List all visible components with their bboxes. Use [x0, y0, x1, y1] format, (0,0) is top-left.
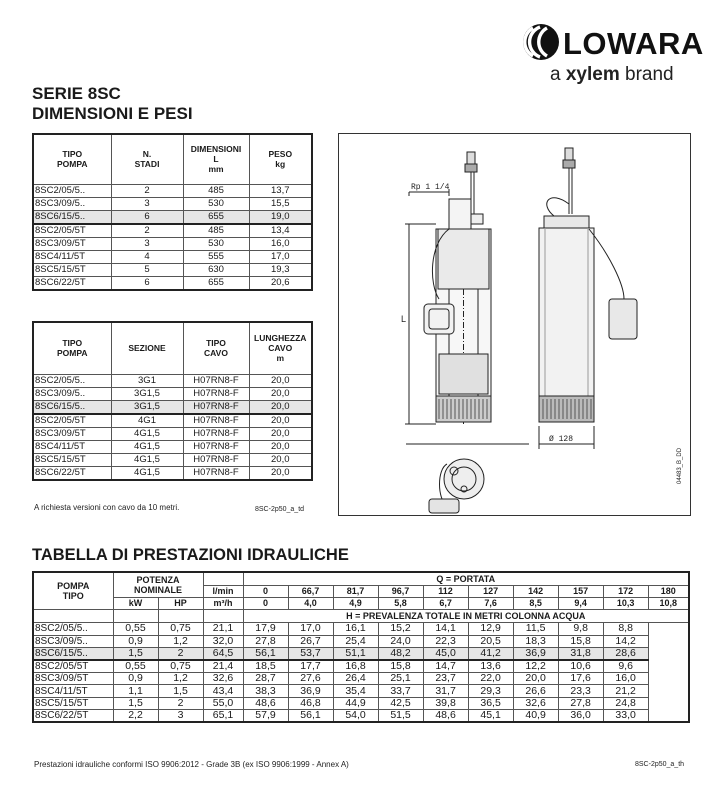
- table-cell: 17,0: [288, 623, 333, 635]
- table-cell: 8SC2/05/5T: [33, 660, 113, 673]
- table-cell: 555: [183, 250, 249, 263]
- pump-technical-drawing: [339, 134, 692, 517]
- cable-row: [33, 400, 312, 414]
- header-blank: [203, 610, 243, 623]
- table-cell: 27,8: [243, 635, 288, 647]
- table-cell: H07RN8-F: [183, 374, 249, 387]
- table-cell: 15,8: [558, 635, 603, 647]
- logo-wordmark: LOWARA: [563, 26, 704, 61]
- table-cell: 8SC3/09/5T: [33, 427, 111, 440]
- table-cell: 46,8: [288, 697, 333, 709]
- header-blank: [158, 610, 203, 623]
- dimensions-row: [33, 184, 312, 197]
- table-cell: 4: [111, 250, 183, 263]
- col-header-tipo-cavo: TIPO CAVO: [183, 322, 249, 374]
- table-cell: 42,5: [378, 697, 423, 709]
- cable-row: [33, 374, 312, 387]
- cable-row: [33, 453, 312, 466]
- table-cell: 3G1,5: [111, 387, 183, 400]
- cable-table-ref: 8SC-2p50_a_td: [255, 506, 305, 513]
- table-cell: 40,9: [513, 710, 558, 723]
- table-cell: 36,9: [513, 648, 558, 661]
- cable-table: [32, 321, 313, 481]
- dimensions-row: [33, 237, 312, 250]
- l-dimension-label: L: [401, 314, 407, 324]
- q-m3h-value: 4,9: [333, 597, 378, 609]
- table-cell: 12,2: [513, 660, 558, 673]
- q-m3h-value: 0: [243, 597, 288, 609]
- table-cell: 32,6: [203, 673, 243, 685]
- table-cell: 28,6: [603, 648, 648, 661]
- table-cell: 1,5: [158, 685, 203, 697]
- table-cell: 13,7: [249, 184, 312, 197]
- table-cell: 51,1: [333, 648, 378, 661]
- q-m3h-value: 10,8: [648, 597, 689, 609]
- table-cell: 0,9: [113, 635, 158, 647]
- table-cell: 530: [183, 197, 249, 210]
- dimensions-row: [33, 210, 312, 224]
- table-cell: 8SC3/09/5T: [33, 237, 111, 250]
- table-cell: H07RN8-F: [183, 453, 249, 466]
- table-cell: 20,0: [249, 466, 312, 480]
- pump-drawing: [338, 133, 691, 516]
- q-m3h-value: 10,3: [603, 597, 648, 609]
- table-cell: 20,0: [249, 400, 312, 414]
- rp-label: Rp 1 1/4: [411, 183, 450, 192]
- table-cell: 8SC3/09/5..: [33, 635, 113, 647]
- q-lmin-value: 66,7: [288, 585, 333, 597]
- table-cell: 28,7: [243, 673, 288, 685]
- table-cell: 17,7: [288, 660, 333, 673]
- table-cell: 36,0: [558, 710, 603, 723]
- table-cell: 8SC5/15/5T: [33, 263, 111, 276]
- table-cell: 8SC6/22/5T: [33, 466, 111, 480]
- table-cell: 43,4: [203, 685, 243, 697]
- table-cell: 16,0: [603, 673, 648, 685]
- dimensions-row: [33, 197, 312, 210]
- table-cell: 26,6: [513, 685, 558, 697]
- col-header-pompa: POMPA TIPO: [33, 572, 113, 610]
- dimensions-row: [33, 224, 312, 238]
- table-cell: 1,2: [158, 635, 203, 647]
- table-cell: 26,7: [288, 635, 333, 647]
- table-cell: 17,9: [243, 623, 288, 635]
- performance-row: [33, 660, 689, 673]
- table-cell: 25,1: [378, 673, 423, 685]
- performance-row: [33, 673, 689, 685]
- perf-note: Prestazioni idrauliche conformi ISO 9906:2012 - Grade 3B (ex ISO 9906:1999 - Annex A): [34, 760, 349, 769]
- table-cell: 6: [111, 276, 183, 290]
- table-cell: H07RN8-F: [183, 400, 249, 414]
- xylem-mark-icon: [521, 22, 561, 62]
- table-cell: 3: [111, 237, 183, 250]
- dimensions-row: [33, 276, 312, 290]
- table-cell: 48,2: [378, 648, 423, 661]
- q-lmin-value: 81,7: [333, 585, 378, 597]
- table-cell: 8SC2/05/5T: [33, 414, 111, 428]
- performance-row: [33, 697, 689, 709]
- table-cell: 17,6: [558, 673, 603, 685]
- table-cell: 45,0: [423, 648, 468, 661]
- table-cell: 15,5: [249, 197, 312, 210]
- table-cell: 41,2: [468, 648, 513, 661]
- perf-table-ref: 8SC-2p50_a_th: [635, 761, 685, 768]
- table-cell: 54,0: [333, 710, 378, 723]
- col-header-potenza: POTENZA NOMINALE: [113, 572, 203, 597]
- table-cell: 31,7: [423, 685, 468, 697]
- table-cell: 9,6: [603, 660, 648, 673]
- table-cell: 22,3: [423, 635, 468, 647]
- cable-row: [33, 440, 312, 453]
- q-lmin-value: 0: [243, 585, 288, 597]
- brand-tagline: a xylem brand: [550, 64, 674, 85]
- table-cell: 2,2: [113, 710, 158, 723]
- table-cell: 8SC6/22/5T: [33, 276, 111, 290]
- table-cell: 0,9: [113, 673, 158, 685]
- table-cell: 36,5: [468, 697, 513, 709]
- drawing-code: 04483_B_DD: [677, 447, 683, 484]
- table-cell: 1,1: [113, 685, 158, 697]
- page-title: [32, 84, 193, 124]
- table-cell: 8SC5/15/5T: [33, 697, 113, 709]
- table-cell: 14,2: [603, 635, 648, 647]
- table-cell: 3: [111, 197, 183, 210]
- col-header-tipo-pompa: TIPO POMPA: [33, 134, 111, 184]
- cable-row: [33, 427, 312, 440]
- table-cell: 21,2: [603, 685, 648, 697]
- table-cell: 56,1: [243, 648, 288, 661]
- table-cell: 36,9: [288, 685, 333, 697]
- table-cell: H07RN8-F: [183, 414, 249, 428]
- cable-row: [33, 414, 312, 428]
- performance-row: [33, 685, 689, 697]
- table-cell: 655: [183, 210, 249, 224]
- table-cell: 8SC6/22/5T: [33, 710, 113, 723]
- table-cell: 53,7: [288, 648, 333, 661]
- table-cell: 25,4: [333, 635, 378, 647]
- table-cell: 0,75: [158, 623, 203, 635]
- table-cell: 48,6: [243, 697, 288, 709]
- diameter-label: Ø 128: [549, 435, 574, 444]
- performance-row: [33, 648, 689, 661]
- q-lmin-value: 142: [513, 585, 558, 597]
- table-cell: 32,0: [203, 635, 243, 647]
- table-cell: 8SC4/11/5T: [33, 685, 113, 697]
- table-cell: 24,0: [378, 635, 423, 647]
- header-blank: [203, 572, 243, 585]
- table-cell: 8SC2/05/5..: [33, 374, 111, 387]
- table-cell: 485: [183, 184, 249, 197]
- table-cell: H07RN8-F: [183, 466, 249, 480]
- table-cell: 4G1,5: [111, 453, 183, 466]
- table-cell: 4G1,5: [111, 440, 183, 453]
- col-header-prevalenza: H = PREVALENZA TOTALE IN METRI COLONNA ACQUA: [243, 610, 689, 623]
- table-cell: 20,0: [249, 427, 312, 440]
- col-header-dimensioni: DIMENSIONI L mm: [183, 134, 249, 184]
- col-header-sezione: SEZIONE: [111, 322, 183, 374]
- table-cell: 8SC5/15/5T: [33, 453, 111, 466]
- table-cell: 630: [183, 263, 249, 276]
- table-cell: 17,0: [249, 250, 312, 263]
- table-cell: 8SC2/05/5..: [33, 623, 113, 635]
- table-cell: 57,9: [243, 710, 288, 723]
- table-cell: H07RN8-F: [183, 387, 249, 400]
- header-blank: [33, 610, 113, 623]
- table-cell: 14,1: [423, 623, 468, 635]
- lowara-logo: [521, 22, 704, 92]
- table-cell: 13,4: [249, 224, 312, 238]
- table-cell: 31,8: [558, 648, 603, 661]
- dimensions-row: [33, 250, 312, 263]
- table-cell: 32,6: [513, 697, 558, 709]
- table-cell: 6: [111, 210, 183, 224]
- table-cell: 20,0: [513, 673, 558, 685]
- table-cell: 20,0: [249, 374, 312, 387]
- table-cell: 4G1,5: [111, 427, 183, 440]
- table-cell: 20,6: [249, 276, 312, 290]
- q-lmin-value: 112: [423, 585, 468, 597]
- q-lmin-value: 172: [603, 585, 648, 597]
- table-cell: 51,5: [378, 710, 423, 723]
- table-cell: 655: [183, 276, 249, 290]
- q-m3h-value: 7,6: [468, 597, 513, 609]
- table-cell: 20,0: [249, 453, 312, 466]
- table-cell: 20,0: [249, 440, 312, 453]
- table-cell: 35,4: [333, 685, 378, 697]
- table-cell: 21,4: [203, 660, 243, 673]
- unit-hp: HP: [158, 597, 203, 609]
- table-cell: 8SC4/11/5T: [33, 250, 111, 263]
- table-cell: 8SC6/15/5..: [33, 400, 111, 414]
- table-cell: 2: [158, 697, 203, 709]
- table-cell: H07RN8-F: [183, 427, 249, 440]
- table-cell: 19,3: [249, 263, 312, 276]
- table-cell: 8SC6/15/5..: [33, 648, 113, 661]
- table-cell: 22,0: [468, 673, 513, 685]
- table-cell: 12,9: [468, 623, 513, 635]
- table-cell: 2: [158, 648, 203, 661]
- col-header-tipo-pompa: TIPO POMPA: [33, 322, 111, 374]
- dimensions-table: [32, 133, 313, 291]
- table-cell: 27,8: [558, 697, 603, 709]
- table-cell: 0,55: [113, 660, 158, 673]
- table-cell: 16,8: [333, 660, 378, 673]
- table-cell: 8SC3/09/5..: [33, 197, 111, 210]
- table-cell: 9,8: [558, 623, 603, 635]
- perf-table-title: TABELLA DI PRESTAZIONI IDRAULICHE: [32, 546, 349, 564]
- title-section: DIMENSIONI E PESI: [32, 104, 193, 123]
- table-cell: 24,8: [603, 697, 648, 709]
- table-cell: 4G1,5: [111, 466, 183, 480]
- table-cell: 8SC4/11/5T: [33, 440, 111, 453]
- table-cell: 19,0: [249, 210, 312, 224]
- table-cell: H07RN8-F: [183, 440, 249, 453]
- title-series: SERIE 8SC: [32, 84, 121, 103]
- table-cell: 38,3: [243, 685, 288, 697]
- q-m3h-value: 6,7: [423, 597, 468, 609]
- cable-note: A richiesta versioni con cavo da 10 metri.: [34, 503, 180, 512]
- table-cell: 15,2: [378, 623, 423, 635]
- col-header-lunghezza: LUNGHEZZA CAVO m: [249, 322, 312, 374]
- table-cell: 4G1: [111, 414, 183, 428]
- q-m3h-value: 4,0: [288, 597, 333, 609]
- table-cell: 45,1: [468, 710, 513, 723]
- performance-row: [33, 635, 689, 647]
- q-m3h-value: 8,5: [513, 597, 558, 609]
- table-cell: 56,1: [288, 710, 333, 723]
- table-cell: 8SC3/09/5..: [33, 387, 111, 400]
- performance-row: [33, 623, 689, 635]
- table-cell: 1,5: [113, 697, 158, 709]
- table-cell: 0,55: [113, 623, 158, 635]
- table-cell: 65,1: [203, 710, 243, 723]
- table-cell: 2: [111, 224, 183, 238]
- unit-lmin: l/min: [203, 585, 243, 597]
- table-cell: 1,2: [158, 673, 203, 685]
- table-cell: 15,8: [378, 660, 423, 673]
- table-cell: 44,9: [333, 697, 378, 709]
- table-cell: 16,1: [333, 623, 378, 635]
- table-cell: 2: [111, 184, 183, 197]
- table-cell: 18,3: [513, 635, 558, 647]
- table-cell: 64,5: [203, 648, 243, 661]
- table-cell: 8SC3/09/5T: [33, 673, 113, 685]
- table-cell: 14,7: [423, 660, 468, 673]
- table-cell: 16,0: [249, 237, 312, 250]
- table-cell: 13,6: [468, 660, 513, 673]
- table-cell: 23,7: [423, 673, 468, 685]
- col-header-stadi: N. STADI: [111, 134, 183, 184]
- col-header-peso: PESO kg: [249, 134, 312, 184]
- table-cell: 26,4: [333, 673, 378, 685]
- table-cell: 3: [158, 710, 203, 723]
- unit-m3h: m³/h: [203, 597, 243, 609]
- performance-table: [32, 571, 690, 723]
- table-cell: 20,0: [249, 387, 312, 400]
- table-cell: 1,5: [113, 648, 158, 661]
- table-cell: 8SC2/05/5..: [33, 184, 111, 197]
- table-cell: 20,0: [249, 414, 312, 428]
- table-cell: 33,0: [603, 710, 648, 723]
- table-cell: 5: [111, 263, 183, 276]
- table-cell: 8SC6/15/5..: [33, 210, 111, 224]
- table-cell: 29,3: [468, 685, 513, 697]
- table-cell: 23,3: [558, 685, 603, 697]
- table-cell: 0,75: [158, 660, 203, 673]
- performance-row: [33, 710, 689, 723]
- q-lmin-value: 127: [468, 585, 513, 597]
- table-cell: 21,1: [203, 623, 243, 635]
- cable-row: [33, 466, 312, 480]
- table-cell: 27,6: [288, 673, 333, 685]
- q-lmin-value: 96,7: [378, 585, 423, 597]
- dimensions-row: [33, 263, 312, 276]
- table-cell: 3G1,5: [111, 400, 183, 414]
- table-cell: 55,0: [203, 697, 243, 709]
- unit-kw: kW: [113, 597, 158, 609]
- table-cell: 3G1: [111, 374, 183, 387]
- table-cell: 8,8: [603, 623, 648, 635]
- table-cell: 530: [183, 237, 249, 250]
- table-cell: 20,5: [468, 635, 513, 647]
- q-m3h-value: 5,8: [378, 597, 423, 609]
- q-lmin-value: 180: [648, 585, 689, 597]
- q-m3h-value: 9,4: [558, 597, 603, 609]
- table-cell: 10,6: [558, 660, 603, 673]
- table-cell: 11,5: [513, 623, 558, 635]
- table-cell: 18,5: [243, 660, 288, 673]
- table-cell: 39,8: [423, 697, 468, 709]
- col-header-portata: Q = PORTATA: [243, 572, 689, 585]
- table-cell: 8SC2/05/5T: [33, 224, 111, 238]
- header-blank: [113, 610, 158, 623]
- table-cell: 33,7: [378, 685, 423, 697]
- cable-row: [33, 387, 312, 400]
- table-cell: 485: [183, 224, 249, 238]
- table-cell: 48,6: [423, 710, 468, 723]
- q-lmin-value: 157: [558, 585, 603, 597]
